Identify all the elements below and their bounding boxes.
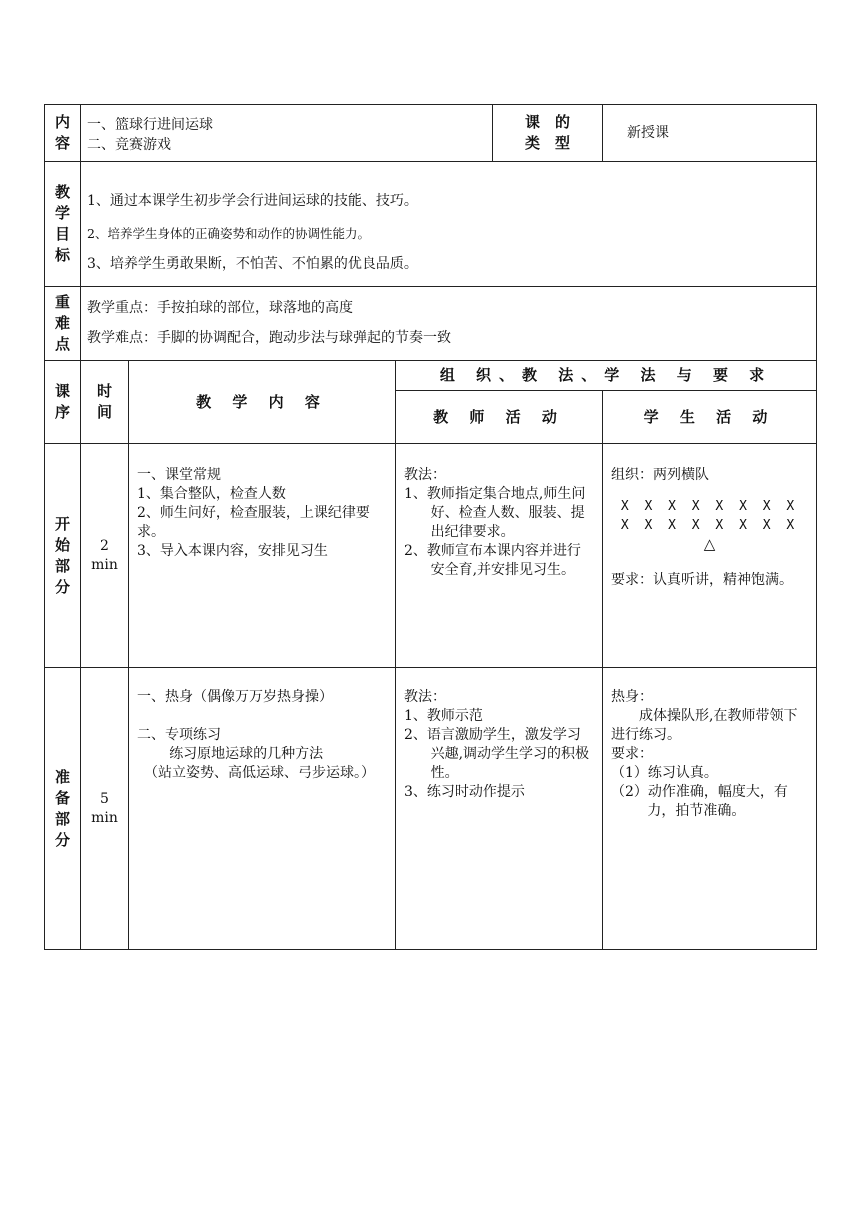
content-line: 一、课堂常规 bbox=[137, 467, 221, 483]
objectives-list bbox=[81, 162, 817, 287]
teaching-focus: 教学重点：手按拍球的部位，球落地的高度 bbox=[87, 300, 353, 316]
teacher-step: 1、教师示范 bbox=[404, 708, 483, 724]
teaching-content-header: 教 学 内 容 bbox=[129, 361, 396, 444]
prep-section-time: 5 min bbox=[81, 668, 129, 950]
organization-header: 组 织、教 法、学 法 与 要 求 bbox=[396, 361, 817, 391]
formation-row: X X X X X X X X bbox=[620, 518, 799, 533]
lesson-type-value: 新授课 bbox=[603, 105, 817, 162]
key-points bbox=[81, 287, 817, 361]
key-points-row bbox=[45, 287, 817, 361]
content-item: 二、竞赛游戏 bbox=[87, 137, 171, 153]
prep-student-activity bbox=[603, 668, 817, 950]
objective-item: 3、培养学生勇敢果断，不怕苦、不怕累的优良品质。 bbox=[87, 256, 418, 272]
objectives-row bbox=[45, 162, 817, 287]
drill-detail: （站立姿势、高低运球、弓步运球。） bbox=[144, 765, 375, 781]
start-teacher-activity bbox=[396, 444, 603, 668]
order-header: 课 序 bbox=[45, 361, 81, 444]
start-section-label: 开 始 部 分 bbox=[45, 444, 81, 668]
key-points-label: 重 难 点 bbox=[45, 287, 81, 361]
start-section-content bbox=[129, 444, 396, 668]
requirement-item: （1）练习认真。 bbox=[611, 765, 718, 781]
lesson-plan-table bbox=[44, 104, 817, 950]
start-section-row bbox=[45, 444, 817, 668]
formation-row: X X X X X X X X bbox=[620, 499, 799, 514]
content-row bbox=[45, 105, 817, 162]
student-organization: 组织：两列横队 bbox=[611, 467, 710, 483]
content-line: 3、导入本课内容，安排见习生 bbox=[137, 543, 328, 559]
prep-teacher-activity bbox=[396, 668, 603, 950]
teaching-method-title: 教法： bbox=[404, 467, 446, 483]
content-line: 2、师生问好，检查服装，上课纪律要求。 bbox=[137, 505, 370, 540]
requirement-item: （2）动作准确，幅度大，有力，拍节准确。 bbox=[611, 784, 788, 819]
content-label: 内 容 bbox=[45, 105, 81, 162]
column-header-row bbox=[45, 361, 817, 391]
objective-item: 2、培养学生身体的正确姿势和动作的协调性能力。 bbox=[87, 226, 370, 241]
prep-section-label: 准 备 部 分 bbox=[45, 668, 81, 950]
objective-item: 1、通过本课学生初步学会行进间运球的技能、技巧。 bbox=[87, 193, 418, 209]
content-line: 1、集合整队，检查人数 bbox=[137, 486, 286, 502]
content-items bbox=[81, 105, 493, 162]
warmup-title: 热身： bbox=[611, 689, 654, 705]
formation-diagram bbox=[611, 497, 808, 535]
content-item: 一、篮球行进间运球 bbox=[87, 117, 213, 133]
warmup-line: 一、热身（偶像万万岁热身操） bbox=[137, 689, 333, 705]
teacher-step: 3、练习时动作提示 bbox=[404, 784, 525, 800]
teacher-step: 2、语言激励学生，激发学习兴趣,调动学生学习的积极性。 bbox=[404, 727, 590, 781]
teacher-step: 2、教师宣布本课内容并进行安全育,并安排见习生。 bbox=[404, 543, 581, 578]
prep-section-content bbox=[129, 668, 396, 950]
time-header: 时 间 bbox=[81, 361, 129, 444]
drill-line: 练习原地运球的几种方法 bbox=[169, 746, 324, 762]
drill-title: 二、专项练习 bbox=[137, 727, 221, 743]
objectives-label: 教 学 目 标 bbox=[45, 162, 81, 287]
lesson-type-label: 课 的 类 型 bbox=[493, 105, 603, 162]
student-requirement: 要求：认真听讲，精神饱满。 bbox=[611, 572, 794, 588]
teacher-step: 1、教师指定集合地点,师生问好、检查人数、服装、提出纪律要求。 bbox=[404, 486, 586, 540]
teacher-activity-header: 教 师 活 动 bbox=[396, 391, 603, 444]
student-activity-header: 学 生 活 动 bbox=[603, 391, 817, 444]
warmup-description: 成体操队形,在教师带领下进行练习。 bbox=[611, 708, 798, 743]
teacher-position-icon: △ bbox=[703, 535, 716, 553]
teaching-difficulty: 教学难点：手脚的协调配合，跑动步法与球弹起的节奏一致 bbox=[87, 330, 451, 346]
requirement-title: 要求： bbox=[611, 746, 654, 762]
start-section-time: 2 min bbox=[81, 444, 129, 668]
start-student-activity bbox=[603, 444, 817, 668]
prep-section-row bbox=[45, 668, 817, 950]
teaching-method-title: 教法： bbox=[404, 689, 446, 705]
